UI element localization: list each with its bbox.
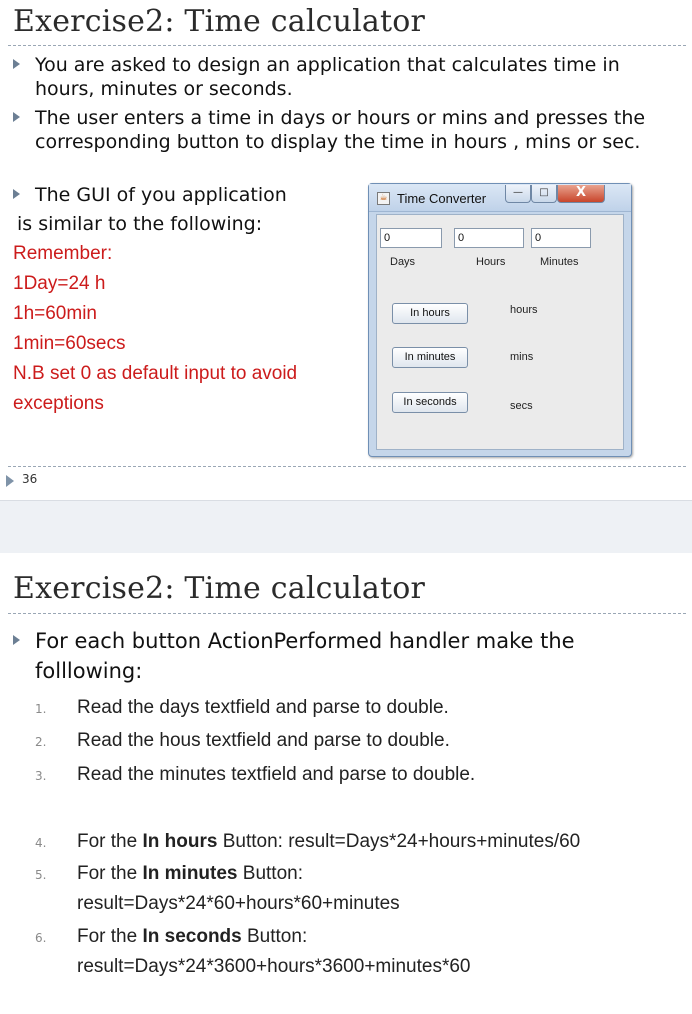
list-item: Read the days textfield and parse to double.	[77, 697, 449, 718]
footer-divider	[8, 466, 686, 467]
item-text: For the	[77, 926, 143, 947]
bullet-text-line: For each button ActionPerformed handler make the	[35, 629, 575, 653]
bullet-item	[13, 183, 353, 207]
remember-line: exceptions	[13, 393, 104, 414]
remember-line: N.B set 0 as default input to avoid	[13, 363, 298, 384]
days-label: Days	[390, 256, 416, 268]
bullet-item	[13, 626, 683, 686]
list-item-continuation: result=Days*24*3600+hours*3600+minutes*60	[77, 956, 471, 977]
slide-2	[0, 553, 692, 1014]
hours-field[interactable]: 0	[454, 228, 524, 248]
item-number: 3.	[35, 769, 47, 783]
java-icon: ☕	[377, 192, 390, 205]
window-title: Time Converter	[397, 191, 487, 206]
bullet-item	[13, 53, 673, 101]
bullet-arrow-icon	[13, 59, 20, 69]
title-divider	[8, 613, 686, 614]
hours-label: Hours	[476, 256, 506, 268]
item-number: 2.	[35, 735, 47, 749]
list-item-continuation: result=Days*24*60+hours*60+minutes	[77, 893, 400, 914]
item-number: 5.	[35, 868, 47, 882]
item-text: Button:	[241, 926, 308, 947]
bullet-text: The GUI of you application	[35, 184, 287, 206]
bullet-text-line: folllowing:	[35, 659, 143, 683]
bullet-arrow-icon	[13, 189, 20, 199]
slide-1	[0, 0, 692, 500]
remember-line: 1min=60secs	[13, 333, 126, 354]
in-minutes-button[interactable]: In minutes	[392, 347, 468, 368]
item-text: Button: result=Days*24+hours+minutes/60	[217, 831, 581, 852]
footer-arrow-icon	[6, 475, 14, 487]
bullet-arrow-icon	[13, 635, 20, 645]
item-text: For the	[77, 831, 143, 852]
bullet-text: You are asked to design an application that calculates time in hours, minutes or seconds.	[35, 54, 620, 100]
title-divider	[8, 45, 686, 46]
maximize-button[interactable]: □	[531, 185, 557, 203]
list-item: Read the minutes textfield and parse to double.	[77, 764, 476, 785]
list-item	[77, 859, 303, 889]
slide-title: Exercise2: Time calculator	[13, 571, 426, 606]
item-text: Button:	[237, 863, 303, 884]
item-number: 6.	[35, 931, 47, 945]
window-content	[376, 214, 624, 450]
remember-line: 1Day=24 h	[13, 273, 106, 294]
hours-result: hours	[510, 304, 538, 316]
list-item: Read the hous textfield and parse to double.	[77, 730, 450, 751]
slide-gap	[0, 500, 692, 553]
bullet-text: The user enters a time in days or hours or mins and presses the corresponding button to display the time in hours , mins or sec.	[35, 107, 646, 153]
bullet-continuation: is similar to the following:	[17, 213, 263, 235]
remember-line: 1h=60min	[13, 303, 97, 324]
time-converter-window	[368, 183, 632, 457]
secs-result: secs	[510, 400, 533, 412]
minutes-field[interactable]: 0	[531, 228, 591, 248]
page-number: 36	[22, 472, 38, 486]
mins-result: mins	[510, 351, 534, 363]
item-text: For the	[77, 863, 143, 884]
item-bold-text: In minutes	[142, 863, 238, 884]
in-seconds-button[interactable]: In seconds	[392, 392, 468, 413]
slide-title: Exercise2: Time calculator	[13, 4, 426, 39]
item-number: 4.	[35, 836, 47, 850]
window-titlebar[interactable]	[369, 184, 631, 212]
list-item	[77, 922, 307, 952]
in-hours-button[interactable]: In hours	[392, 303, 468, 324]
item-bold-text: In seconds	[142, 926, 242, 947]
item-bold-text: In hours	[142, 831, 218, 852]
list-item	[77, 827, 580, 857]
close-button[interactable]: X	[557, 185, 605, 203]
days-field[interactable]: 0	[380, 228, 442, 248]
bullet-arrow-icon	[13, 112, 20, 122]
bullet-item	[13, 106, 673, 154]
minimize-button[interactable]: —	[505, 185, 531, 203]
minutes-label: Minutes	[540, 256, 579, 268]
remember-heading: Remember:	[13, 243, 113, 264]
item-number: 1.	[35, 702, 47, 716]
